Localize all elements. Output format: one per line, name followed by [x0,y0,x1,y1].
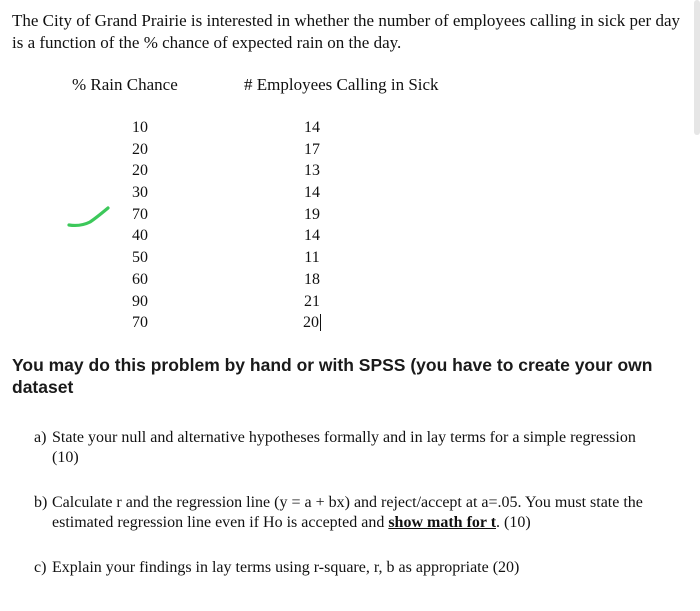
question-text: State your null and alternative hypotheses formally and in lay terms for a simple regression (10) [52,429,636,466]
sick-cell: 17 [304,140,320,158]
employees-sick-column [292,117,332,334]
rain-cell: 10 [132,119,148,136]
rain-cell: 60 [132,270,148,288]
rain-cell: 90 [132,292,148,310]
header-employees-sick: # Employees Calling in Sick [244,75,439,94]
question-letter: c) [34,559,47,576]
question-c [34,558,644,578]
question-a [34,428,644,468]
sick-cell: 13 [304,162,320,180]
question-underlined-text: show math for t [388,514,497,531]
sick-cell: 14 [304,119,320,136]
sick-cell: 11 [304,249,320,267]
question-text [52,493,644,533]
rain-cell: 20 [132,162,148,180]
sick-cell: 14 [304,184,320,202]
header-rain-chance: % Rain Chance [72,75,178,94]
question-letter: a) [34,429,47,446]
sick-cell [292,312,332,334]
sick-cell: 14 [304,227,320,245]
question-letter: b) [34,494,48,511]
sick-cell: 21 [304,292,320,310]
rain-cell: 40 [132,227,148,245]
rain-cell: 20 [132,140,148,158]
rain-cell: 50 [132,249,148,267]
checkmark-icon [66,205,110,234]
intro-text: The City of Grand Prairie is interested in whether the number of employees calling in sick per day is a function of the % chance of expected rain on the day. [12,11,680,52]
question-text-before: Calculate r and the regression line (y = a + bx) and reject/accept at a=.05. You must state the estimated regression line even if Ho is accepted and [52,494,643,531]
text-cursor [319,314,321,331]
question-b [34,493,644,533]
sick-cell-value: 20 [303,314,319,332]
question-text-after: . (10) [496,514,531,531]
sick-cell: 18 [304,270,320,288]
question-text: Explain your findings in lay terms using r-square, r, b as appropriate (20) [52,559,520,576]
sick-cell: 19 [304,205,320,223]
rain-chance-column [120,117,160,334]
rain-cell: 30 [132,184,148,202]
instructions-heading: You may do this problem by hand or with SPSS (you have to create your own dataset [12,355,653,397]
rain-cell: 70 [132,314,148,332]
rain-cell: 70 [132,205,148,223]
scrollbar[interactable] [694,0,700,135]
